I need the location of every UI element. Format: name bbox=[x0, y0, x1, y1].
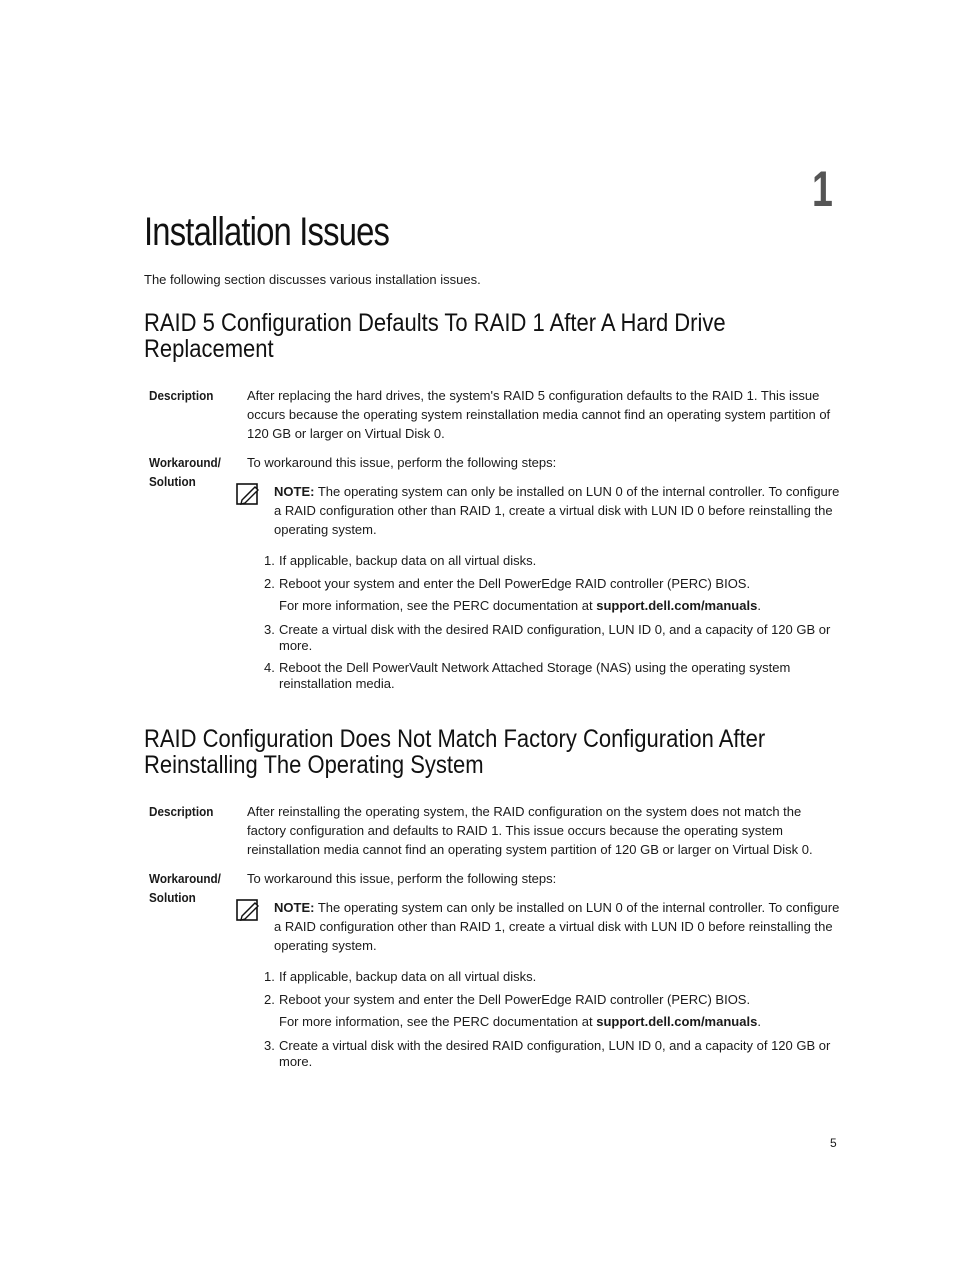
chapter-number: 1 bbox=[812, 161, 833, 217]
step-number: 2. bbox=[264, 992, 275, 1007]
workaround-label bbox=[149, 869, 221, 907]
workaround-intro: To workaround this issue, perform the following steps: bbox=[247, 455, 557, 470]
step-number: 1. bbox=[264, 969, 275, 984]
workaround-label bbox=[149, 453, 221, 491]
note-body: The operating system can only be installed on LUN 0 of the internal controller. To configure a RAID configuration other than RAID 1, create a virtual disk with LUN ID 0 before reinstalling the operating system. bbox=[274, 900, 840, 953]
pencil-note-icon bbox=[236, 483, 260, 505]
description-text: After reinstalling the operating system, the RAID configuration on the system does not match the factory configuration and defaults to RAID 1. This issue occurs because the operating system reinstallation media cannot find an operating system partition of 120 GB or larger on Virtual Disk 0. bbox=[247, 804, 813, 857]
note-label: NOTE: bbox=[274, 900, 315, 915]
workaround-label-line2: Solution bbox=[149, 890, 196, 905]
workaround-label-line2: Solution bbox=[149, 474, 196, 489]
chapter-intro: The following section discusses various installation issues. bbox=[144, 272, 481, 287]
description-text: After replacing the hard drives, the system's RAID 5 configuration defaults to the RAID 1. This issue occurs because the operating system reinstallation media cannot find an operating system partition of 120 GB or larger on Virtual Disk 0. bbox=[247, 388, 831, 441]
more-info-suffix: . bbox=[757, 598, 761, 613]
step-text: Reboot your system and enter the Dell PowerEdge RAID controller (PERC) BIOS. bbox=[279, 576, 751, 591]
pencil-note-icon bbox=[236, 899, 260, 921]
step-text: Create a virtual disk with the desired RAID configuration, LUN ID 0, and a capacity of 120 GB or more. bbox=[279, 1038, 831, 1069]
manuals-link[interactable]: support.dell.com/manuals bbox=[596, 598, 758, 613]
description-label: Description bbox=[149, 388, 214, 403]
note-label: NOTE: bbox=[274, 484, 315, 499]
chapter-title: Installation Issues bbox=[144, 210, 390, 254]
section-title: RAID Configuration Does Not Match Factory Configuration After Reinstalling The Operating System bbox=[144, 725, 766, 779]
step-text: If applicable, backup data on all virtual disks. bbox=[279, 969, 537, 984]
step-number: 3. bbox=[264, 1038, 275, 1053]
workaround-label-line1: Workaround/ bbox=[149, 455, 221, 470]
more-info-text bbox=[279, 1014, 761, 1030]
step-text: Reboot the Dell PowerVault Network Attached Storage (NAS) using the operating system reinstallation media. bbox=[279, 660, 791, 691]
note-text bbox=[274, 898, 840, 955]
more-info-text bbox=[279, 598, 761, 614]
more-info-suffix: . bbox=[757, 1014, 761, 1029]
step-text: If applicable, backup data on all virtual disks. bbox=[279, 553, 537, 568]
note-text bbox=[274, 482, 840, 539]
step-number: 1. bbox=[264, 553, 275, 568]
note-body: The operating system can only be installed on LUN 0 of the internal controller. To configure a RAID configuration other than RAID 1, create a virtual disk with LUN ID 0 before reinstalling the operating system. bbox=[274, 484, 840, 537]
section-title: RAID 5 Configuration Defaults To RAID 1 After A Hard Drive Replacement bbox=[144, 309, 726, 363]
step-text: Create a virtual disk with the desired RAID configuration, LUN ID 0, and a capacity of 120 GB or more. bbox=[279, 622, 831, 653]
workaround-intro: To workaround this issue, perform the following steps: bbox=[247, 871, 557, 886]
step-number: 2. bbox=[264, 576, 275, 591]
description-label: Description bbox=[149, 804, 214, 819]
step-number: 4. bbox=[264, 660, 275, 675]
step-text: Reboot your system and enter the Dell PowerEdge RAID controller (PERC) BIOS. bbox=[279, 992, 751, 1007]
workaround-label-line1: Workaround/ bbox=[149, 871, 221, 886]
more-info-prefix: For more information, see the PERC documentation at bbox=[279, 1014, 597, 1029]
page-number: 5 bbox=[830, 1136, 837, 1150]
more-info-prefix: For more information, see the PERC documentation at bbox=[279, 598, 597, 613]
manuals-link[interactable]: support.dell.com/manuals bbox=[596, 1014, 758, 1029]
step-number: 3. bbox=[264, 622, 275, 637]
